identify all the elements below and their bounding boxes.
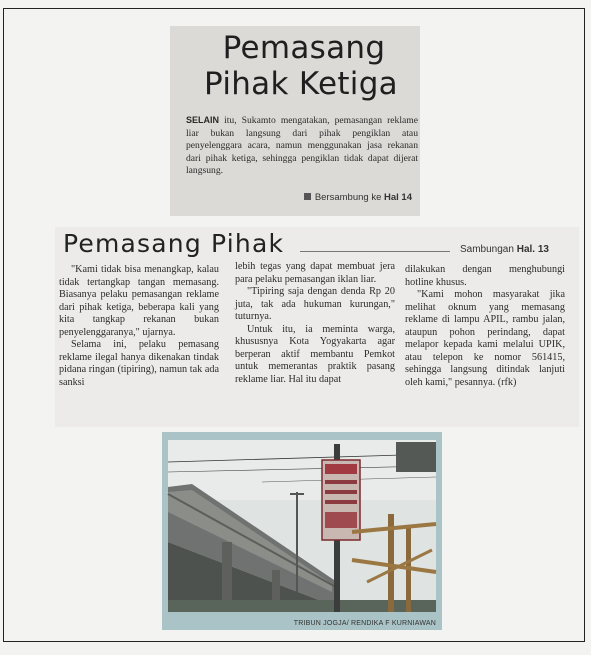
text-column-1: [59, 264, 219, 389]
lead-word: SELAIN: [186, 115, 220, 125]
article-clipping-main: [170, 26, 420, 216]
news-photo: [162, 432, 442, 630]
paragraph: "Kami tidak bisa menangkap, kalau tidak tertangkap tangan memasang. Biasanya pelaku pemasangan reklame dari pihak ketiga, beberapa kali yang kita tangkap rekanan bukan penyelenggaranya," ujarnya.: [59, 264, 219, 338]
text-column-2: [235, 261, 395, 386]
heading-rule: [300, 251, 450, 252]
continuation-heading: Pemasang Pihak: [63, 229, 285, 258]
square-bullet-icon: [304, 193, 311, 200]
continued-note: [304, 192, 412, 203]
article-lead-paragraph: [186, 114, 418, 178]
flyover-billboard-illustration: [162, 432, 442, 630]
text-column-3: [405, 264, 565, 389]
paragraph: Selama ini, pelaku pemasang reklame ilegal hanya dikenakan tindak pidana ringan (tipiring), namun tak ada sanksi: [59, 339, 219, 388]
paragraph: dilakukan dengan menghubungi hotline khusus.: [405, 264, 565, 288]
photo-credit: TRIBUN JOGJA/ RENDIKA F KURNIAWAN: [293, 620, 436, 627]
sambungan-label: Sambungan: [460, 244, 517, 255]
sambungan-note: [460, 244, 549, 255]
paragraph: "Tipiring saja dengan denda Rp 20 juta, tak ada hukuman kurungan," tuturnya.: [235, 286, 395, 322]
paragraph: Untuk itu, ia meminta warga, khususnya Kota Yogyakarta agar berperan aktif membantu Pemkot untuk memerantas praktik pasang reklame liar. Hal itu dapat: [235, 323, 395, 385]
continued-page: Hal 14: [384, 192, 412, 203]
article-clipping-continuation: [55, 227, 579, 427]
sambungan-page: Hal. 13: [516, 244, 549, 255]
continued-label: Bersambung ke: [314, 192, 384, 203]
paragraph: lebih tegas yang dapat membuat jera para pelaku pemasangan iklan liar.: [235, 261, 395, 285]
article-title-line-2: Pihak Ketiga: [204, 66, 398, 102]
paragraph: "Kami mohon masyarakat jika melihat oknum yang memasang reklame di lampu APIL, rambu jalan, ataupun pohon perindang, dapat melapor kepada kami melalui UPIK, atau telepon ke nomor 561415, sehingga langsung ditindak lanjuti oleh kami," pesannya. (rfk): [405, 289, 565, 388]
lead-text: itu, Sukamto mengatakan, pemasangan reklame liar bukan langsung dari pihak pengiklan atau penyelenggara acara, namun menggunakan jasa rekanan dari pihak ketiga, sehingga pengiklan tidak dapat dijerat langsung.: [186, 115, 418, 176]
article-title-line-1: Pemasang: [222, 30, 386, 66]
